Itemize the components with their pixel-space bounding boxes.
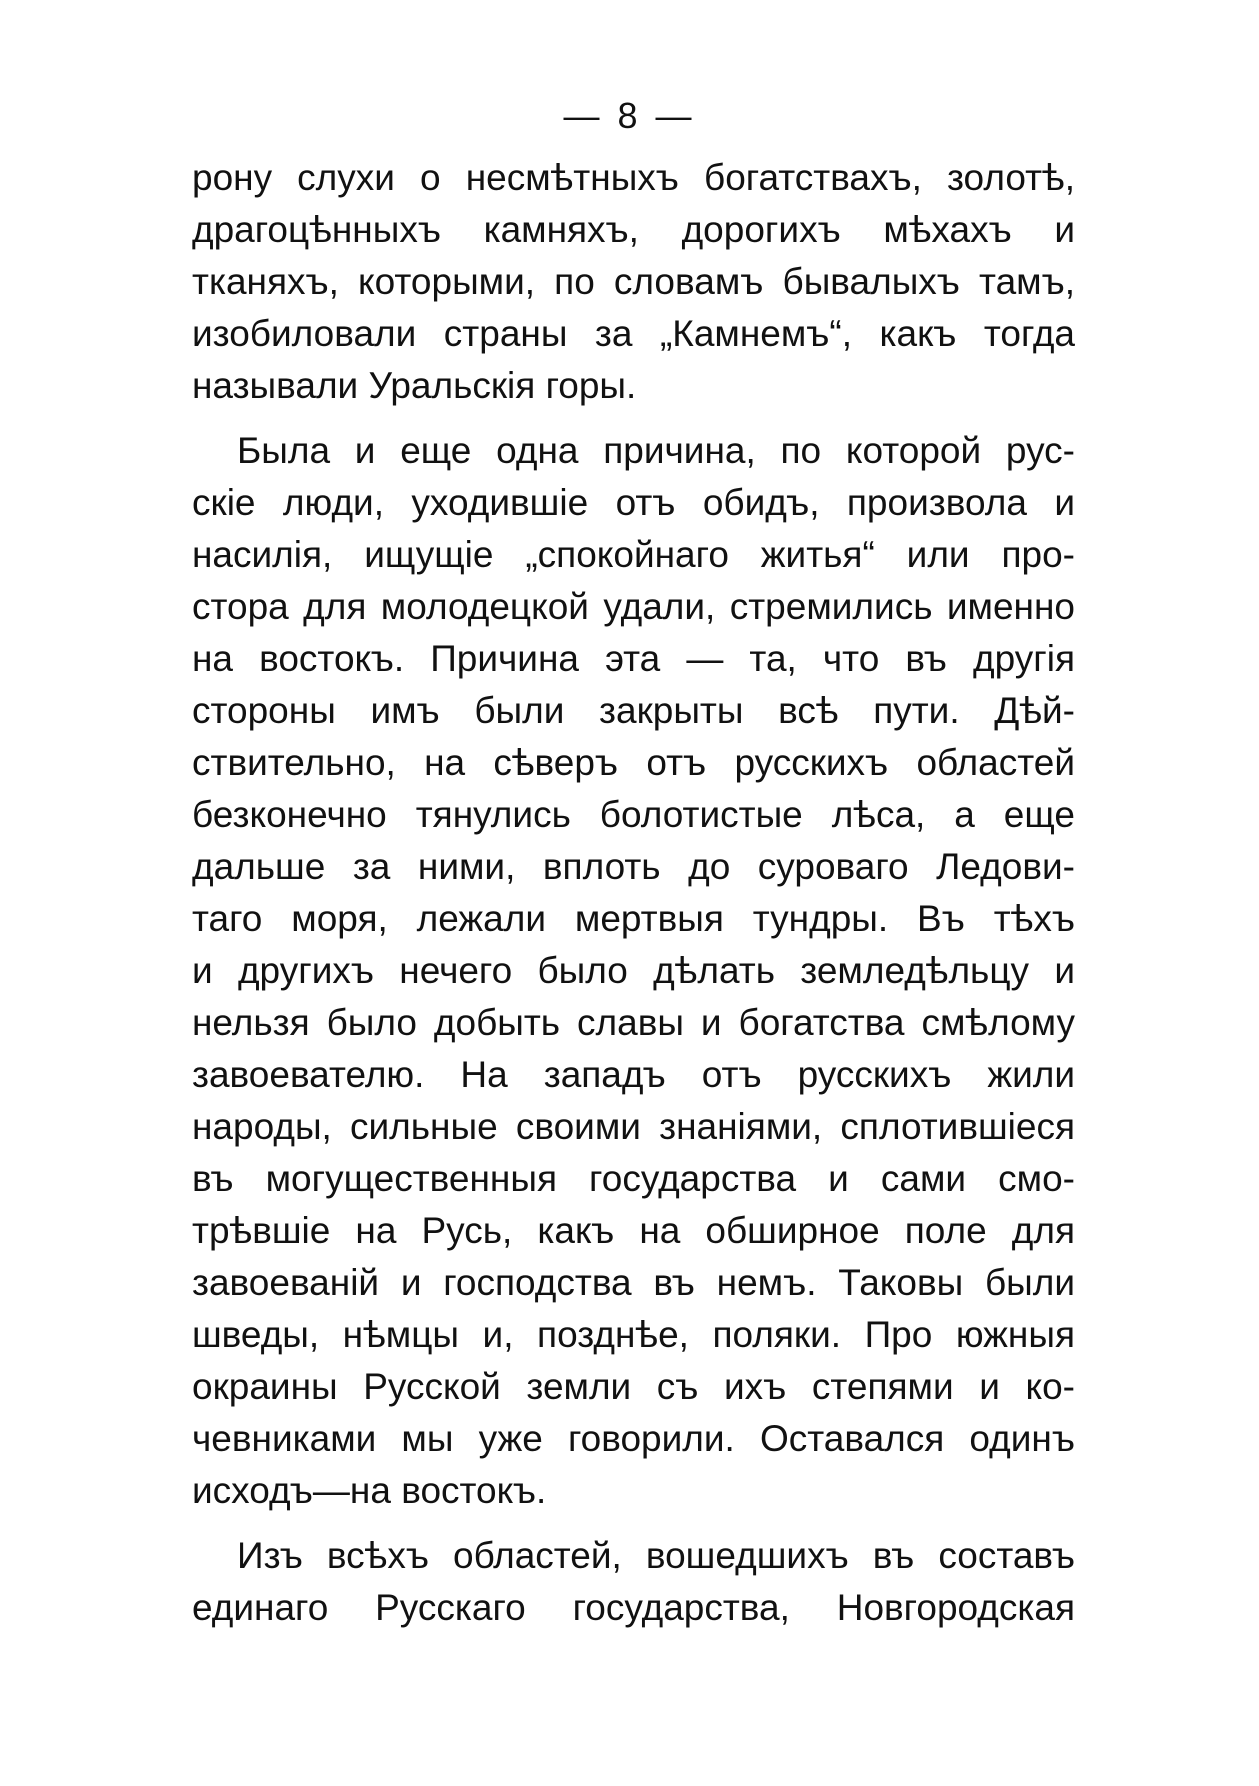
text-line: и другихъ нечего было дѣлать земледѣльцу и <box>192 950 1075 991</box>
text-line: завоевателю. На западъ отъ русскихъ жили <box>192 1054 1075 1095</box>
text-line: скіе люди, уходившіе отъ обидъ, произвола и <box>192 482 1075 523</box>
text-line: рону слухи о несмѣтныхъ богатствахъ, золотѣ, <box>192 157 1075 198</box>
text-line: ствительно, на сѣверъ отъ русскихъ областей <box>192 742 1075 783</box>
text-line: стора для молодецкой удали, стремились именно <box>192 586 1075 627</box>
text-line: единаго Русскаго государства, Новгородская <box>192 1587 1075 1628</box>
paragraph <box>192 152 1075 412</box>
text-line: народы, сильные своими знаніями, сплотившіеся <box>192 1106 1075 1147</box>
text-line: насилія, ищущіе „спокойнаго житья“ или про- <box>192 534 1075 575</box>
text-line: трѣвшіе на Русь, какъ на обширное поле для <box>192 1210 1075 1251</box>
paragraph <box>192 1530 1075 1634</box>
text-line: завоеваній и господства въ немъ. Таковы были <box>192 1262 1075 1303</box>
text-line: изобиловали страны за „Камнемъ“, какъ тогда <box>192 313 1075 354</box>
text-line: нельзя было добыть славы и богатства смѣлому <box>192 1002 1075 1043</box>
text-line: тканяхъ, которыми, по словамъ бывалыхъ тамъ, <box>192 261 1075 302</box>
text-line: таго моря, лежали мертвыя тундры. Въ тѣхъ <box>192 898 1075 939</box>
text-line: дальше за ними, вплоть до суроваго Ледови- <box>192 846 1075 887</box>
text-line: на востокъ. Причина эта — та, что въ другія <box>192 638 1075 679</box>
text-line: драгоцѣнныхъ камняхъ, дорогихъ мѣхахъ и <box>192 209 1075 250</box>
text-line: стороны имъ были закрыты всѣ пути. Дѣй- <box>192 690 1075 731</box>
paragraph <box>192 425 1075 1517</box>
body-text <box>192 152 1075 1647</box>
text-line: исходъ—на востокъ. <box>192 1470 547 1511</box>
text-line: называли Уральскія горы. <box>192 365 637 406</box>
text-line: окраины Русской земли съ ихъ степями и ко- <box>192 1366 1075 1407</box>
text-line: шведы, нѣмцы и, позднѣе, поляки. Про южныя <box>192 1314 1075 1355</box>
text-line: Была и еще одна причина, по которой рус- <box>237 430 1075 471</box>
text-line: безконечно тянулись болотистые лѣса, а еще <box>192 794 1075 835</box>
text-line: Изъ всѣхъ областей, вошедшихъ въ составъ <box>237 1535 1075 1576</box>
page-number: — 8 — <box>563 95 696 136</box>
text-line: въ могущественныя государства и сами смо- <box>192 1158 1075 1199</box>
text-line: чевниками мы уже говорили. Оставался одинъ <box>192 1418 1075 1459</box>
